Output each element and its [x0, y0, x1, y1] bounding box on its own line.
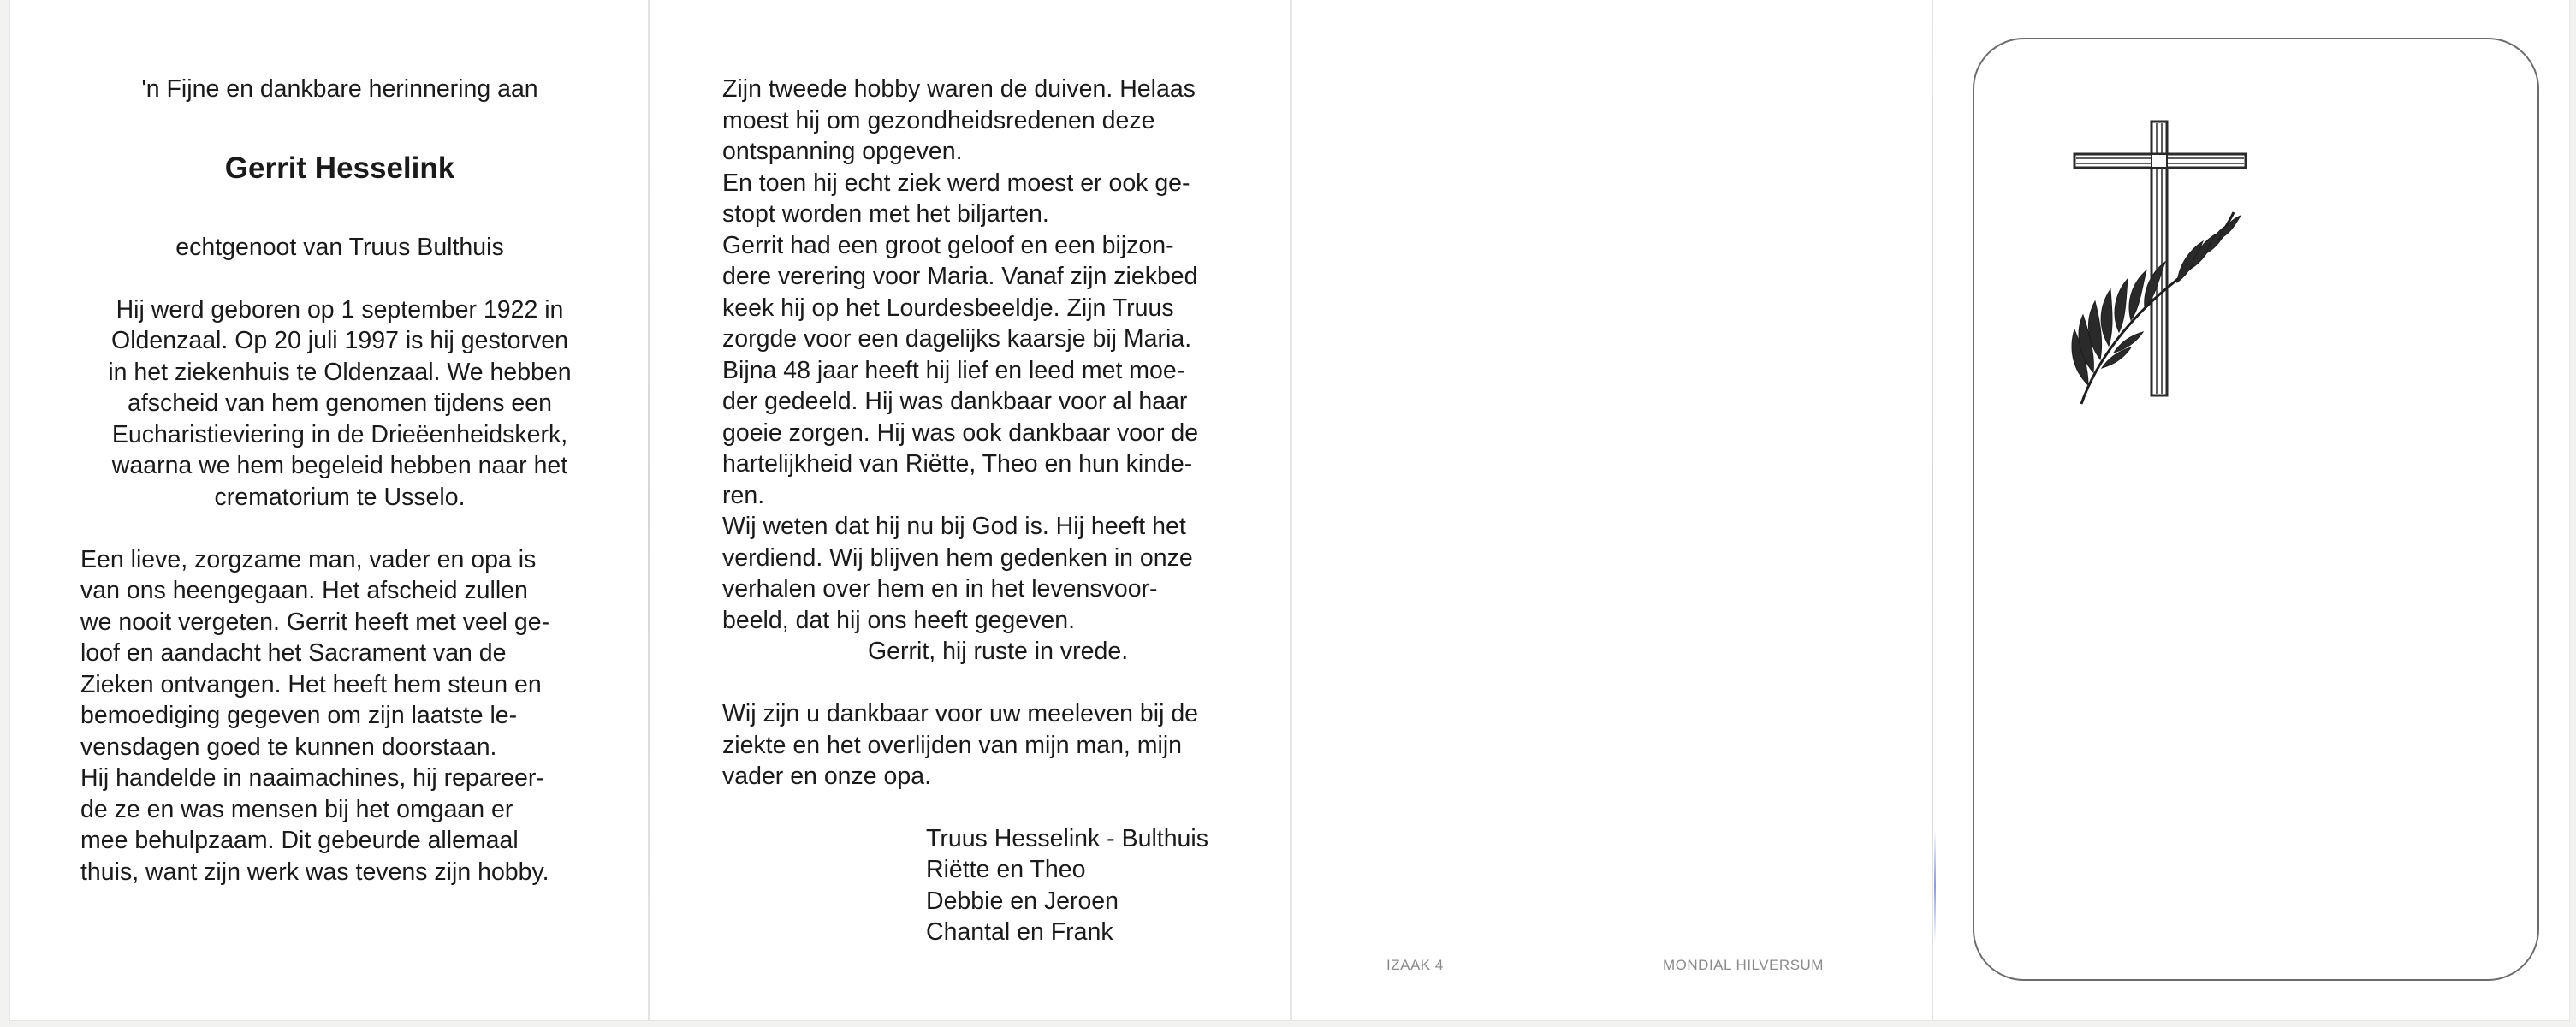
- memory-line: de ze en was mensen bij het omgaan er: [80, 795, 513, 823]
- bio-line: waarna we hem begeleid hebben naar het: [111, 452, 568, 479]
- text-line: Bijna 48 jaar heeft hij lief en leed met moe-: [722, 356, 1185, 384]
- thanks-paragraph: [722, 698, 1241, 793]
- memory-line: vensdagen goed te kunnen doorstaan.: [80, 733, 497, 761]
- text-line: Gerrit had een groot geloof en een bijzon-: [722, 231, 1174, 259]
- text-line: verhalen over hem en in het levensvoor-: [722, 575, 1158, 603]
- memory-line: we nooit vergeten. Gerrit heeft met veel ge-: [80, 608, 550, 636]
- inside-left-page: [80, 74, 599, 887]
- text-line: hartelijkheid van Riëtte, Theo en hun kinde-: [722, 450, 1193, 478]
- bio-line: afscheid van hem genomen tijdens een: [128, 389, 552, 417]
- text-line: goeie zorgen. Hij was ook dankbaar voor de: [722, 419, 1199, 447]
- rest-in-peace-line: Gerrit, hij ruste in vrede.: [868, 638, 1129, 665]
- bio-line: Oldenzaal. Op 20 juli 1997 is hij gestorven: [111, 327, 568, 354]
- text-line: zorgde voor een dagelijks kaarsje bij Maria.: [722, 325, 1192, 353]
- memory-line: bemoediging gegeven om zijn laatste le-: [80, 702, 518, 729]
- biography-paragraph: [80, 294, 599, 514]
- signature-line: Debbie en Jeroen: [926, 887, 1119, 915]
- text-line: ontspanning opgeven.: [722, 138, 963, 165]
- signature-line: Riëtte en Theo: [926, 856, 1086, 883]
- text-line: Wij weten dat hij nu bij God is. Hij heeft het: [722, 513, 1186, 540]
- text-line: moest hij om gezondheidsredenen deze: [722, 106, 1155, 134]
- text-line: beeld, dat hij ons heeft gegeven.: [722, 606, 1075, 634]
- deceased-name: Gerrit Hesselink: [224, 151, 455, 185]
- signature-line: Truus Hesselink - Bulthuis: [926, 824, 1208, 852]
- inside-spread: [10, 0, 1290, 1020]
- thanks-line: ziekte en het overlijden van mijn man, mijn: [722, 731, 1183, 759]
- bio-line: Eucharistieviering in de Drieëenheidskerk,: [111, 420, 568, 448]
- text-line: En toen hij echt ziek werd moest er ook ge-: [722, 169, 1190, 197]
- spacer: [80, 513, 599, 544]
- bio-line: crematorium te Usselo.: [214, 483, 466, 511]
- memory-line: Hij handelde in naaimachines, hij repareer-: [80, 764, 544, 792]
- text-line: stopt worden met het biljarten.: [722, 200, 1049, 228]
- hobby-paragraph: [722, 74, 1241, 636]
- printer-name: MONDIAL HILVERSUM: [1663, 957, 1824, 973]
- text-line: ren.: [722, 481, 765, 509]
- intro-text: 'n Fijne en dankbare herinnering aan: [141, 75, 538, 103]
- inside-right-page: [722, 74, 1241, 948]
- cross-with-palm-branch-icon: [2063, 111, 2259, 411]
- text-line: der gedeeld. Hij was dankbaar voor al haar: [722, 388, 1188, 415]
- ink-mark: [1934, 830, 1936, 941]
- spacer: [722, 668, 1241, 699]
- text-line: Zijn tweede hobby waren de duiven. Helaas: [722, 75, 1196, 103]
- text-line: dere verering voor Maria. Vanaf zijn ziekbed: [722, 263, 1198, 290]
- text-line: keek hij op het Lourdesbeeldje. Zijn Truus: [722, 294, 1174, 322]
- memory-line: thuis, want zijn werk was tevens zijn hobby.: [80, 858, 549, 886]
- thanks-line: Wij zijn u dankbaar voor uw meeleven bij de: [722, 700, 1199, 727]
- memory-line: van ons heengegaan. Het afscheid zullen: [80, 577, 528, 604]
- spouse-line: echtgenoot van Truus Bulthuis: [175, 233, 504, 261]
- outside-fold-line: [1932, 0, 1933, 1020]
- memory-line: Zieken ontvangen. Het heeft hem steun en: [80, 670, 542, 698]
- text-line: verdiend. Wij blijven hem gedenken in onze: [722, 543, 1193, 572]
- bio-line: Hij werd geboren op 1 september 1922 in: [116, 295, 564, 324]
- memory-line: loof en aandacht het Sacrament van de: [80, 639, 507, 667]
- card-model-code: IZAAK 4: [1386, 957, 1444, 973]
- signatures-block: [722, 823, 1241, 948]
- memory-paragraph: [80, 544, 599, 888]
- memory-line: mee behulpzaam. Dit gebeurde allemaal: [80, 827, 519, 854]
- spacer: [80, 263, 599, 294]
- signature-line: Chantal en Frank: [926, 918, 1113, 946]
- memory-line: Een lieve, zorgzame man, vader en opa is: [80, 545, 537, 573]
- inside-fold-line: [648, 0, 650, 1020]
- bio-line: in het ziekenhuis te Oldenzaal. We hebben: [108, 358, 572, 386]
- thanks-line: vader en onze opa.: [722, 763, 932, 790]
